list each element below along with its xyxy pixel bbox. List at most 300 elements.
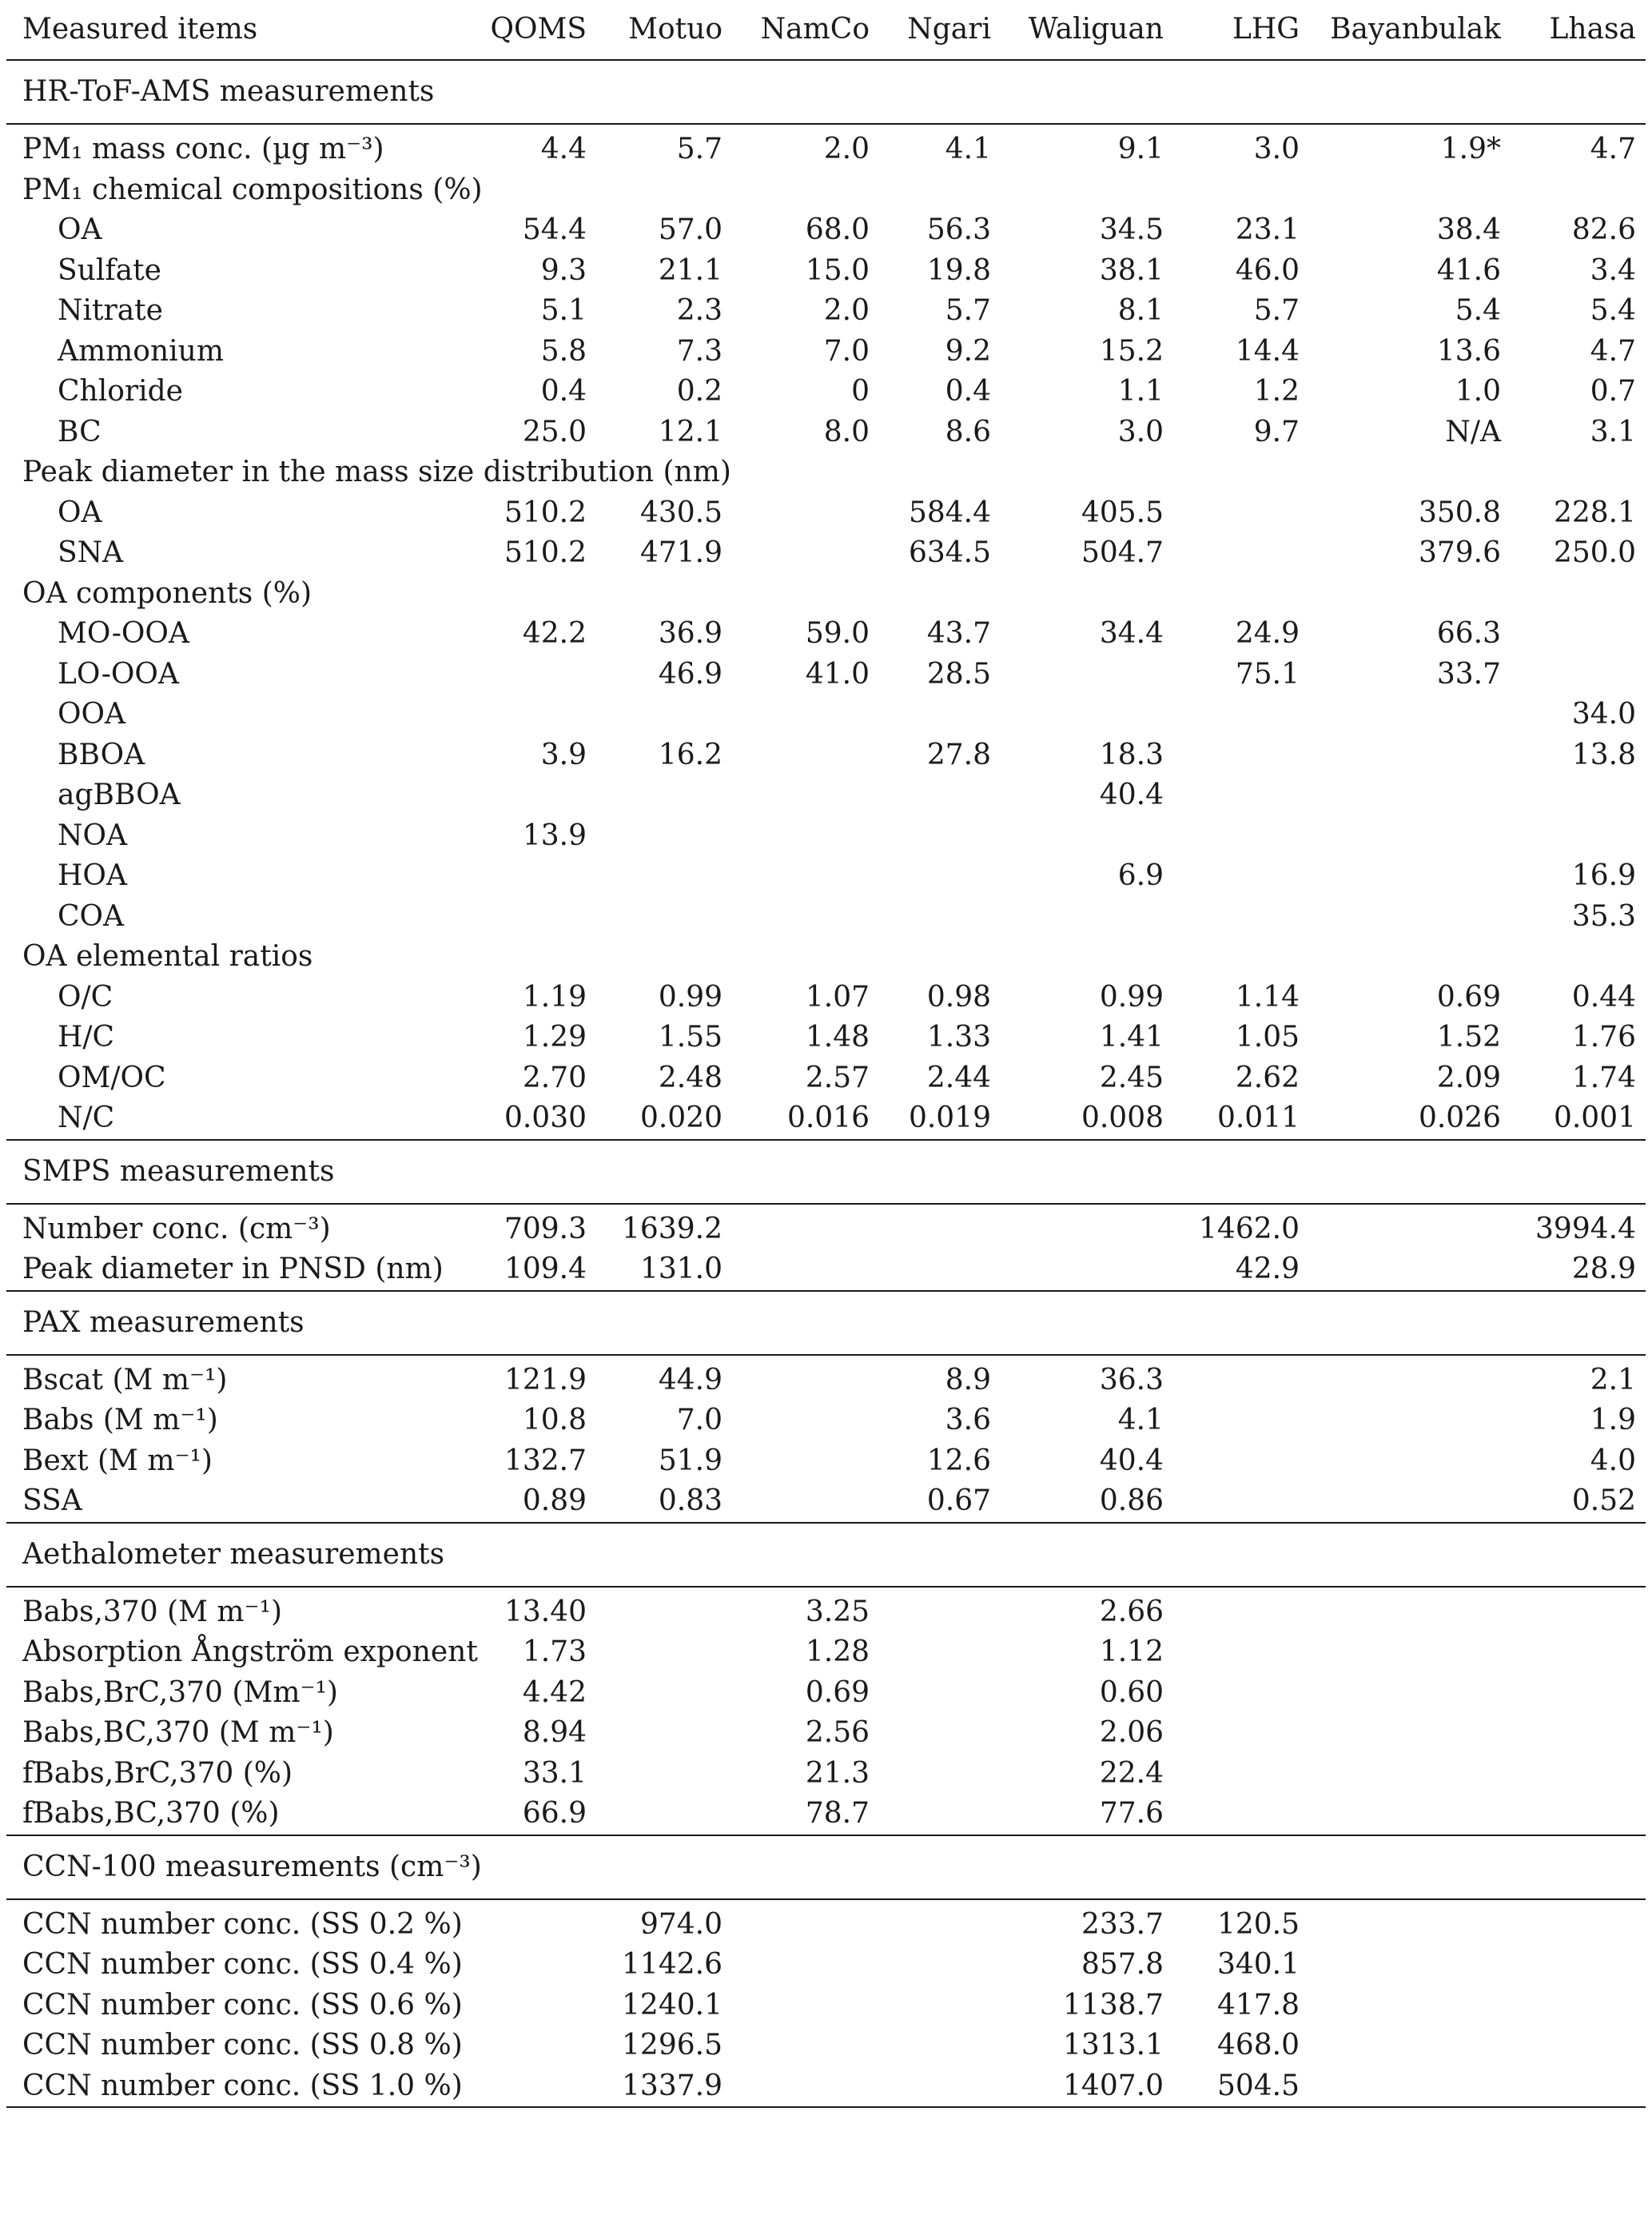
table-cell: 66.3	[1436, 617, 1501, 650]
table-cell: 9.3	[540, 253, 587, 287]
row-label: O/C	[58, 980, 113, 1014]
table-cell	[444, 2026, 587, 2066]
table-cell: 42.2	[522, 617, 587, 650]
table-cell: 1337.9	[587, 2066, 723, 2108]
table-cell	[587, 937, 723, 978]
table-cell	[1300, 856, 1501, 897]
table-cell	[870, 1986, 991, 2026]
table-cell: 2.0	[823, 294, 870, 327]
table-cell: 0.016	[723, 1098, 870, 1140]
table-cell: 233.7	[1081, 1907, 1164, 1941]
table-row	[6, 1481, 1646, 1523]
table-cell: 340.1	[1216, 1948, 1300, 1981]
table-cell: 56.3	[926, 213, 991, 246]
table-row	[6, 1632, 1646, 1673]
table-cell	[723, 493, 870, 534]
table-cell: 0.69	[805, 1675, 870, 1709]
row-label: fBabs,BrC,370 (%)	[22, 1756, 293, 1790]
table-cell: 19.8	[926, 253, 991, 287]
table-cell: 1.76	[1571, 1021, 1636, 1054]
row-label: Babs (M m⁻¹)	[22, 1404, 218, 1436]
table-cell: 13.40	[504, 1595, 587, 1628]
table-cell: 131.0	[587, 1249, 723, 1291]
header-row	[6, 0, 1646, 60]
table-cell: 3.4	[1590, 253, 1636, 287]
table-cell	[1501, 1713, 1646, 1754]
section-title: CCN-100 measurements (cm⁻³)	[6, 1835, 1646, 1899]
table-cell: 2.48	[658, 1061, 723, 1094]
table-cell: 2.66	[1099, 1595, 1164, 1628]
table-cell	[991, 816, 1164, 857]
table-cell: 510.2	[504, 536, 587, 569]
table-cell	[1164, 856, 1300, 897]
table-cell	[723, 533, 870, 574]
table-cell: 10.8	[522, 1404, 587, 1436]
row-label: NOA	[58, 819, 128, 852]
table-cell	[1501, 775, 1646, 816]
table-cell: 28.9	[1501, 1249, 1646, 1291]
table-cell: 5.1	[540, 294, 587, 327]
table-cell	[723, 1899, 870, 1946]
table-row	[6, 372, 1646, 412]
section-header-row	[6, 60, 1646, 124]
table-cell: 1240.1	[622, 1988, 723, 2022]
table-cell	[444, 775, 587, 816]
table-cell: 405.5	[1081, 496, 1164, 529]
table-row	[6, 170, 1646, 211]
row-label: PM₁ mass conc. (µg m⁻³)	[22, 133, 384, 165]
section-header-row	[6, 1835, 1646, 1899]
table-cell: 1313.1	[1063, 2029, 1164, 2062]
table-row	[6, 2066, 1646, 2108]
table-row	[6, 1441, 1646, 1482]
table-row	[6, 1204, 1646, 1250]
table-row	[6, 1945, 1646, 1986]
table-cell: 57.0	[658, 213, 723, 246]
table-cell: 5.7	[676, 133, 723, 165]
table-cell	[444, 655, 587, 695]
table-cell	[870, 1249, 991, 1291]
table-cell: 0.4	[945, 375, 991, 408]
table-cell	[587, 1754, 723, 1795]
table-cell	[587, 1632, 723, 1673]
table-cell: 3.9	[540, 738, 587, 771]
table-cell: 2.62	[1235, 1061, 1300, 1094]
table-cell	[870, 897, 991, 938]
table-cell	[1300, 1794, 1501, 1835]
table-cell	[1300, 1986, 1501, 2026]
table-cell	[1300, 1945, 1501, 1986]
table-cell	[870, 1899, 991, 1946]
table-cell: 42.9	[1164, 1249, 1300, 1291]
table-cell: 5.7	[945, 294, 991, 327]
table-cell	[870, 856, 991, 897]
row-label: Nitrate	[58, 294, 163, 327]
table-cell	[723, 1400, 870, 1441]
section-header-row	[6, 1523, 1646, 1587]
row-label: Chloride	[58, 375, 183, 408]
table-cell	[723, 1249, 870, 1291]
row-label: MO-OOA	[58, 617, 189, 650]
row-label: Ammonium	[58, 334, 224, 368]
table-cell	[1164, 1400, 1300, 1441]
table-cell: 12.1	[658, 415, 723, 448]
table-cell: 1296.5	[622, 2029, 723, 2062]
table-cell: 4.42	[522, 1675, 587, 1709]
table-cell	[1501, 574, 1646, 615]
table-cell	[1501, 1754, 1646, 1795]
table-cell: 13.8	[1571, 738, 1636, 771]
row-label: SNA	[58, 536, 124, 569]
table-cell	[444, 2066, 587, 2108]
table-cell: 24.9	[1235, 617, 1300, 650]
table-row	[6, 1098, 1646, 1140]
section-title: HR-ToF-AMS measurements	[6, 60, 1646, 124]
row-label: Number conc. (cm⁻³)	[22, 1212, 331, 1245]
table-cell: 0.020	[587, 1098, 723, 1140]
table-cell: 66.9	[444, 1794, 587, 1835]
table-cell	[1300, 574, 1501, 615]
table-row	[6, 1018, 1646, 1058]
table-cell: 0.98	[926, 980, 991, 1014]
table-cell: 5.8	[540, 334, 587, 368]
table-cell: 8.9	[945, 1363, 991, 1396]
table-cell	[1501, 816, 1646, 857]
table-cell: 15.0	[805, 253, 870, 287]
table-cell: 0.99	[658, 980, 723, 1014]
table-cell: 0.67	[870, 1481, 991, 1523]
table-cell	[1501, 1945, 1646, 1986]
table-cell: 0.008	[991, 1098, 1164, 1140]
table-row	[6, 775, 1646, 816]
table-cell: 430.5	[639, 496, 723, 529]
table-cell: 1.33	[926, 1021, 991, 1054]
table-cell	[1300, 2026, 1501, 2066]
section-title: PAX measurements	[6, 1291, 1646, 1355]
table-cell	[991, 1204, 1164, 1250]
table-cell	[723, 897, 870, 938]
table-cell: 5.7	[1253, 294, 1300, 327]
table-cell: 1407.0	[991, 2066, 1164, 2108]
table-row	[6, 493, 1646, 534]
table-cell: 1.12	[1099, 1635, 1164, 1668]
row-label: OA elemental ratios	[22, 940, 313, 973]
table-cell: 2.09	[1436, 1061, 1501, 1094]
table-cell	[870, 695, 991, 735]
table-row	[6, 1986, 1646, 2026]
table-cell: 379.6	[1418, 536, 1501, 569]
table-row	[6, 1058, 1646, 1099]
table-cell: 634.5	[908, 536, 991, 569]
table-row	[6, 856, 1646, 897]
table-row	[6, 1249, 1646, 1291]
row-label: Bscat (M m⁻¹)	[22, 1363, 228, 1396]
table-row	[6, 816, 1646, 857]
table-cell	[1164, 695, 1300, 735]
table-cell: 4.0	[1590, 1444, 1636, 1477]
table-cell	[1164, 1713, 1300, 1754]
table-cell	[870, 1204, 991, 1250]
row-label: CCN number conc. (SS 0.4 %)	[22, 1948, 463, 1981]
table-cell: 1.9*	[1440, 133, 1501, 165]
table-row	[6, 1587, 1646, 1633]
table-row	[6, 897, 1646, 938]
table-cell: 1.07	[805, 980, 870, 1014]
table-cell: 6.9	[1117, 859, 1164, 892]
row-label: Peak diameter in PNSD (nm)	[6, 1249, 444, 1291]
table-cell: 9.2	[945, 334, 991, 368]
table-cell	[1164, 1441, 1300, 1482]
table-cell	[1501, 170, 1646, 211]
table-cell: 3.25	[805, 1595, 870, 1628]
table-cell	[870, 775, 991, 816]
table-cell	[444, 695, 587, 735]
table-cell: 12.6	[926, 1444, 991, 1477]
table-cell: 33.7	[1436, 657, 1501, 691]
table-cell: 0.99	[1099, 980, 1164, 1014]
table-cell: 2.44	[926, 1061, 991, 1094]
table-cell: 417.8	[1216, 1988, 1300, 2022]
row-label: Peak diameter in the mass size distribution (nm)	[22, 456, 731, 488]
table-cell: 0.2	[676, 375, 723, 408]
table-cell: 2.56	[805, 1716, 870, 1749]
table-cell: 1.1	[1117, 375, 1164, 408]
table-cell: 5.4	[1590, 294, 1636, 327]
table-cell	[1501, 937, 1646, 978]
section-title: Aethalometer measurements	[6, 1523, 1646, 1587]
table-cell: 2.1	[1590, 1363, 1636, 1396]
table-cell	[723, 1986, 870, 2026]
table-cell: 34.4	[1099, 617, 1164, 650]
table-cell	[1501, 614, 1646, 655]
table-cell: 13.6	[1436, 334, 1501, 368]
table-cell: 0.011	[1164, 1098, 1300, 1140]
table-cell: 78.7	[723, 1794, 870, 1835]
table-cell: 1.2	[1253, 375, 1300, 408]
table-cell	[587, 695, 723, 735]
table-row	[6, 937, 1646, 978]
table-cell	[870, 1632, 991, 1673]
table-cell	[1164, 574, 1300, 615]
table-cell	[1501, 1632, 1646, 1673]
table-cell: 77.6	[991, 1794, 1164, 1835]
table-cell: 1.55	[658, 1021, 723, 1054]
table-cell	[587, 816, 723, 857]
table-cell: 27.8	[926, 738, 991, 771]
table-cell	[1300, 937, 1501, 978]
row-label: CCN number conc. (SS 1.0 %)	[6, 2066, 444, 2108]
table-cell: 510.2	[504, 496, 587, 529]
table-cell	[444, 1899, 587, 1946]
table-cell: 0.86	[991, 1481, 1164, 1523]
table-cell: 22.4	[1099, 1756, 1164, 1790]
table-cell	[1501, 2066, 1646, 2108]
table-cell: 15.2	[1099, 334, 1164, 368]
table-cell: 46.9	[658, 657, 723, 691]
table-cell: 120.5	[1216, 1907, 1300, 1941]
table-cell	[1164, 735, 1300, 776]
table-cell	[723, 816, 870, 857]
table-cell: 38.4	[1436, 213, 1501, 246]
table-cell	[1300, 1754, 1501, 1795]
table-cell: 1639.2	[622, 1212, 723, 1245]
table-cell	[723, 1945, 870, 1986]
table-cell: 82.6	[1571, 213, 1636, 246]
table-cell	[991, 574, 1164, 615]
table-row	[6, 412, 1646, 453]
table-cell: 3994.4	[1535, 1212, 1636, 1245]
table-row	[6, 1899, 1646, 1946]
table-cell: 7.3	[676, 334, 723, 368]
row-label: agBBOA	[58, 779, 181, 811]
table-cell: 504.7	[1081, 536, 1164, 569]
table-cell: 1142.6	[622, 1948, 723, 1981]
table-cell	[991, 1249, 1164, 1291]
table-cell	[444, 897, 587, 938]
table-cell: 9.7	[1253, 415, 1300, 448]
table-cell: 14.4	[1235, 334, 1300, 368]
table-row	[6, 695, 1646, 735]
table-cell	[1300, 1441, 1501, 1482]
table-cell	[1501, 1794, 1646, 1835]
table-row	[6, 251, 1646, 292]
table-cell: 471.9	[639, 536, 723, 569]
table-cell: 8.0	[823, 415, 870, 448]
table-cell: 2.3	[676, 294, 723, 327]
table-cell: 1.0	[1455, 375, 1501, 408]
table-cell: 0.7	[1590, 375, 1636, 408]
table-cell	[1164, 1632, 1300, 1673]
table-cell	[587, 856, 723, 897]
table-cell: 4.1	[945, 133, 991, 165]
table-cell	[1164, 897, 1300, 938]
table-cell	[444, 574, 587, 615]
table-cell	[587, 1794, 723, 1835]
table-cell: 36.3	[1099, 1363, 1164, 1396]
table-cell: 35.3	[1571, 899, 1636, 933]
table-cell	[1300, 1632, 1501, 1673]
table-cell	[1300, 1673, 1501, 1714]
table-row	[6, 1400, 1646, 1441]
table-cell: 8.1	[1117, 294, 1164, 327]
table-cell	[1300, 452, 1501, 493]
table-cell	[587, 1587, 723, 1633]
section-header-row	[6, 1291, 1646, 1355]
table-row	[6, 291, 1646, 332]
table-cell	[870, 937, 991, 978]
table-cell: 0.030	[444, 1098, 587, 1140]
table-cell	[587, 775, 723, 816]
table-cell	[444, 1945, 587, 1986]
table-cell: 33.1	[522, 1756, 587, 1790]
table-cell: 0.019	[870, 1098, 991, 1140]
row-label: Absorption Ångström exponent	[22, 1635, 478, 1668]
row-label: H/C	[58, 1021, 115, 1054]
row-label: CCN number conc. (SS 0.8 %)	[22, 2029, 463, 2062]
table-cell: 23.1	[1235, 213, 1300, 246]
column-header: Lhasa	[1501, 0, 1646, 60]
table-cell: 0.89	[444, 1481, 587, 1523]
table-cell: 0.83	[587, 1481, 723, 1523]
table-cell: 1.9	[1590, 1404, 1636, 1436]
table-cell	[1501, 655, 1646, 695]
table-cell	[870, 1754, 991, 1795]
table-cell: 21.3	[805, 1756, 870, 1790]
table-row	[6, 1713, 1646, 1754]
table-cell	[870, 1945, 991, 1986]
table-cell: 974.0	[639, 1907, 723, 1941]
table-cell: 3.1	[1590, 415, 1636, 448]
table-cell	[587, 170, 723, 211]
table-cell	[870, 1794, 991, 1835]
table-cell	[1300, 1355, 1501, 1401]
table-cell	[1164, 493, 1300, 534]
table-cell: 2.57	[805, 1061, 870, 1094]
table-cell: 1.05	[1235, 1021, 1300, 1054]
table-cell	[1164, 937, 1300, 978]
table-cell	[723, 1355, 870, 1401]
table-cell: 41.6	[1436, 253, 1501, 287]
table-cell	[723, 1441, 870, 1482]
table-row	[6, 574, 1646, 615]
table-cell	[723, 735, 870, 776]
table-cell	[870, 452, 991, 493]
table-cell	[1300, 1400, 1501, 1441]
table-cell: 0.69	[1436, 980, 1501, 1014]
table-row	[6, 735, 1646, 776]
table-row	[6, 1673, 1646, 1714]
table-cell: 46.0	[1235, 253, 1300, 287]
table-cell: 51.9	[658, 1444, 723, 1477]
column-header: Ngari	[870, 0, 991, 60]
table-cell	[1164, 170, 1300, 211]
table-cell: 34.5	[1099, 213, 1164, 246]
table-cell	[1164, 1481, 1300, 1523]
row-label: Babs,370 (M m⁻¹)	[22, 1595, 283, 1628]
table-cell: 0.001	[1501, 1098, 1646, 1140]
table-cell: 0.026	[1300, 1098, 1501, 1140]
table-cell	[1300, 1204, 1501, 1250]
table-cell	[444, 1986, 587, 2026]
column-header: Waliguan	[991, 0, 1164, 60]
row-label: OA	[58, 213, 102, 246]
table-row	[6, 452, 1646, 493]
row-label: OOA	[58, 698, 126, 731]
measurements-table	[6, 0, 1646, 2108]
table-row	[6, 124, 1646, 170]
table-cell: 8.6	[945, 415, 991, 448]
table-cell	[1501, 1673, 1646, 1714]
table-cell: 709.3	[504, 1212, 587, 1245]
table-cell	[1501, 1899, 1646, 1946]
table-row	[6, 1794, 1646, 1835]
table-cell: 1.28	[805, 1635, 870, 1668]
table-cell: 7.0	[823, 334, 870, 368]
table-cell	[1164, 533, 1300, 574]
row-label: OM/OC	[58, 1061, 166, 1094]
table-cell: 504.5	[1164, 2066, 1300, 2108]
table-cell: 44.9	[658, 1363, 723, 1396]
table-cell: 8.94	[522, 1716, 587, 1749]
table-cell: 16.9	[1571, 859, 1636, 892]
table-cell	[1300, 170, 1501, 211]
row-label: Babs,BC,370 (M m⁻¹)	[22, 1716, 334, 1749]
row-label: OA components (%)	[22, 576, 312, 610]
table-row	[6, 2026, 1646, 2066]
table-cell	[723, 775, 870, 816]
table-cell	[587, 1713, 723, 1754]
table-cell	[1300, 1713, 1501, 1754]
